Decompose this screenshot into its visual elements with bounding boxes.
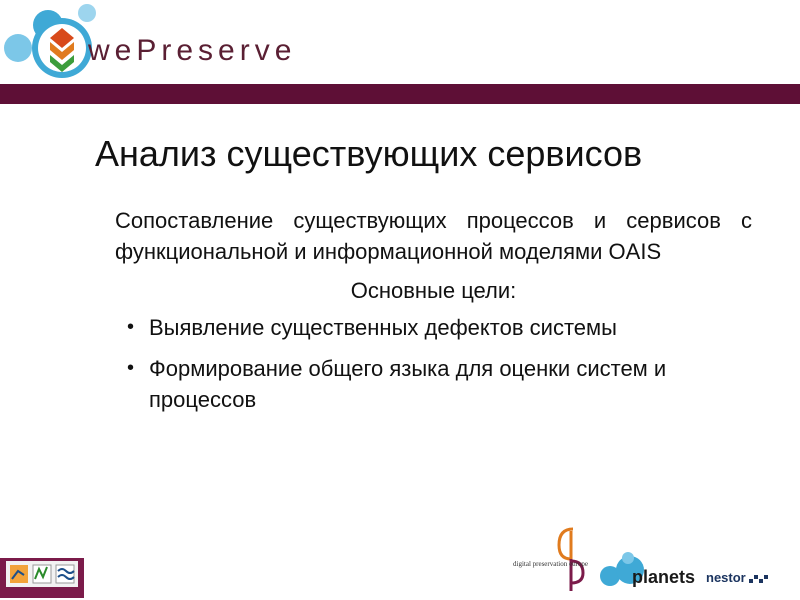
nestor-logo-text: [706, 570, 769, 585]
nestor-label: nestor: [706, 570, 746, 585]
brand-name: wePreserve: [88, 34, 297, 67]
dpe-mark-icon: [513, 525, 595, 591]
dpe-text: digital preservation europe: [513, 560, 589, 568]
planets-logo-text: planets: [632, 567, 696, 587]
bullet-icon: •: [127, 357, 135, 379]
bullet-text: Выявление существенных дефектов системы: [149, 315, 617, 340]
slide-content: [115, 205, 752, 425]
slide-title: Анализ существующих сервисов: [95, 133, 643, 174]
intro-paragraph: Сопоставление существующих процессов и сервисов с функциональной и информационной моделями OAIS: [115, 208, 752, 264]
header-band: [0, 84, 800, 104]
list-item: [115, 353, 709, 415]
bullet-icon: •: [127, 316, 135, 338]
list-item: [115, 312, 709, 343]
header-logo: [0, 0, 320, 90]
goals-heading: Основные цели:: [350, 278, 517, 303]
dpe-logo: [513, 525, 595, 591]
nestor-dots-icon: [749, 573, 769, 585]
goals-list: [115, 312, 752, 415]
chart-logo-icon: [6, 561, 78, 587]
footer-left-logo: [0, 558, 84, 598]
bullet-text: Формирование общего языка для оценки систем и процессов: [149, 356, 667, 412]
